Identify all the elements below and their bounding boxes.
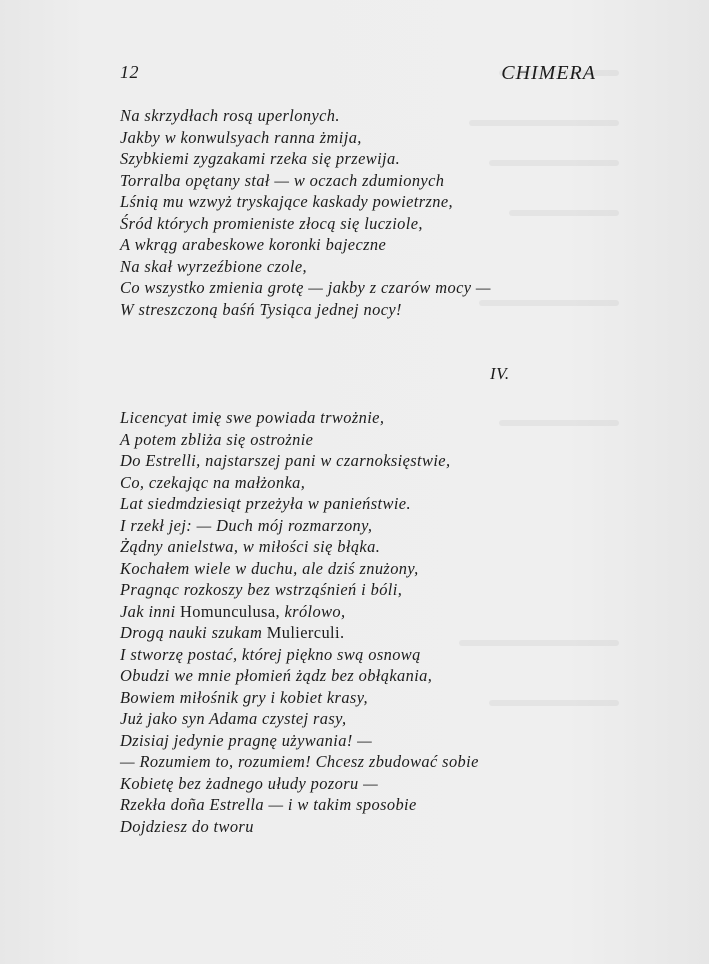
verse-line: Na skrzydłach rosą uperlonych. (120, 106, 340, 125)
verse-fragment: Jak inni (120, 601, 176, 621)
verse-fragment: królowo, (284, 601, 346, 621)
verse-line: Rzekła doña Estrella — i w takim sposobie (120, 795, 417, 814)
verse-line: A potem zbliża się ostrożnie (120, 429, 314, 449)
verse-fragment-roman: Mulierculi. (266, 623, 345, 642)
verse-line: Jakby w konwulsyach ranna żmija, (120, 127, 362, 147)
verse-line: Do Estrelli, najstarszej pani w czarnoksięstwie, (120, 451, 451, 470)
section-heading: IV. (490, 364, 510, 383)
verse-line: Torralba opętany stał — w oczach zdumionych (120, 170, 445, 190)
verse-line: Co, czekając na małżonka, (120, 472, 306, 492)
verse-line: Kobietę bez żadnego ułudy pozoru — (120, 773, 379, 793)
verse-line: Dzisiaj jedynie pragnę używania! — (120, 730, 373, 750)
verse-line: Szybkiemi zygzakami rzeka się przewija. (120, 149, 401, 168)
verse-line: Na skał wyrzeźbione czole, (120, 256, 308, 276)
verse-line: Dojdziesz do tworu (120, 816, 254, 836)
verse-line: Lśnią mu wzwyż tryskające kaskady powietrzne, (120, 192, 454, 211)
verse-line: Pragnąc rozkoszy bez wstrząśnień i bóli, (120, 580, 403, 599)
page-number: 12 (120, 62, 139, 82)
stanza-2 (120, 407, 590, 837)
verse-line: — Rozumiem to, rozumiem! Chcesz zbudować sobie (120, 752, 479, 771)
verse-line: Kochałem wiele w duchu, ale dziś znużony, (120, 558, 419, 578)
verse-line: Bowiem miłośnik gry i kobiet krasy, (120, 687, 368, 707)
running-title: CHIMERA (501, 62, 596, 84)
verse-fragment-roman: Homunculusa, (180, 601, 280, 621)
verse-line: A wkrąg arabeskowe koronki bajeczne (120, 235, 387, 254)
verse-line: Lat siedmdziesiąt przeżyła w panieństwie. (120, 494, 411, 513)
verse-line: Śród których promieniste złocą się lucziole, (120, 213, 423, 233)
verse-line: Żądny anielstwa, w miłości się błąka. (120, 537, 381, 556)
verse-line (120, 622, 590, 644)
verse-line: I rzekł jej: — Duch mój rozmarzony, (120, 515, 373, 535)
verse-line: Już jako syn Adama czystej rasy, (120, 709, 347, 728)
page-header (120, 62, 596, 86)
verse-line (120, 601, 590, 623)
verse-line: Co wszystko zmienia grotę — jakby z czarów mocy — (120, 278, 491, 297)
verse-line: I stworzę postać, której piękno swą osnową (120, 644, 421, 664)
verse-line: W streszczoną baśń Tysiąca jednej nocy! (120, 299, 402, 319)
verse-fragment: Drogą nauki szukam (120, 623, 263, 642)
verse-line: Licencyat imię swe powiada trwożnie, (120, 408, 385, 427)
stanza-1 (120, 105, 590, 320)
verse-line: Obudzi we mnie płomień żądz bez obłąkania, (120, 666, 433, 685)
